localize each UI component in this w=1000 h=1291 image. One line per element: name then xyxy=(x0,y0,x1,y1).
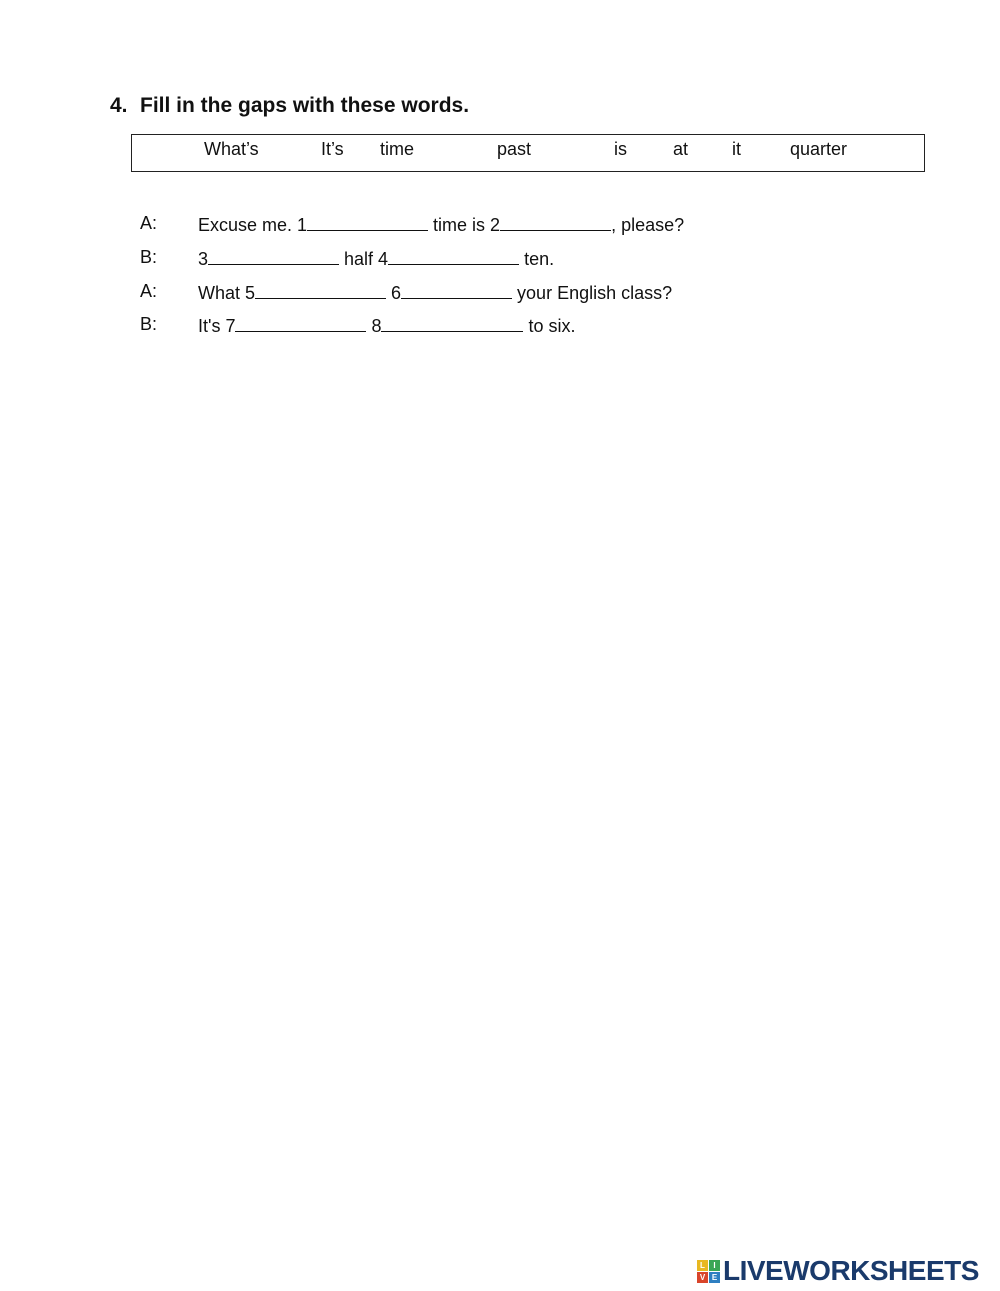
line-fragment: 8 xyxy=(366,316,382,336)
gap-blank-8[interactable] xyxy=(381,314,523,332)
speaker-label: A: xyxy=(140,213,158,233)
line-text xyxy=(198,247,554,270)
gap-blank-3[interactable] xyxy=(208,247,339,265)
speaker-label: B: xyxy=(140,247,158,267)
line-fragment: 3 xyxy=(198,249,209,269)
exercise-number: 4. xyxy=(110,94,128,117)
word-bank-item: quarter xyxy=(790,139,848,159)
liveworksheets-logo xyxy=(697,1256,979,1286)
gap-blank-7[interactable] xyxy=(235,314,366,332)
gap-blank-2[interactable] xyxy=(500,213,611,231)
logo-mark-letter: E xyxy=(709,1272,720,1283)
gap-blank-6[interactable] xyxy=(401,281,512,299)
exercise-title: Fill in the gaps with these words. xyxy=(140,94,470,117)
gap-blank-1[interactable] xyxy=(307,213,428,231)
word-bank-item: at xyxy=(673,139,689,159)
line-text xyxy=(198,213,684,236)
line-fragment: your English class? xyxy=(512,283,673,303)
word-bank-item: It’s xyxy=(321,139,344,159)
gap-blank-5[interactable] xyxy=(255,281,386,299)
exercise-heading xyxy=(110,94,469,118)
word-bank-item: time xyxy=(380,139,415,159)
word-bank-item: What’s xyxy=(204,139,259,159)
line-fragment: to six. xyxy=(523,316,576,336)
line-fragment: ten. xyxy=(519,249,555,269)
line-fragment: Excuse me. 1 xyxy=(198,215,308,235)
line-text xyxy=(198,314,575,337)
line-fragment: , please? xyxy=(611,215,685,235)
word-bank-item: is xyxy=(614,139,627,159)
word-bank-item: past xyxy=(497,139,532,159)
logo-mark-letter: L xyxy=(697,1260,708,1271)
gap-blank-4[interactable] xyxy=(388,247,519,265)
line-fragment: half 4 xyxy=(339,249,389,269)
line-fragment: time is 2 xyxy=(428,215,501,235)
line-fragment: What 5 xyxy=(198,283,256,303)
logo-text: LIVEWORKSHEETS xyxy=(723,1255,979,1286)
logo-mark-letter: V xyxy=(697,1272,708,1283)
word-bank-item: it xyxy=(732,139,741,159)
line-fragment: It's 7 xyxy=(198,316,236,336)
line-fragment: 6 xyxy=(386,283,402,303)
word-bank-box xyxy=(131,134,925,172)
line-text xyxy=(198,281,672,304)
speaker-label: B: xyxy=(140,314,158,334)
logo-mark-icon xyxy=(697,1260,720,1283)
speaker-label: A: xyxy=(140,281,158,301)
logo-mark-letter: I xyxy=(709,1260,720,1271)
